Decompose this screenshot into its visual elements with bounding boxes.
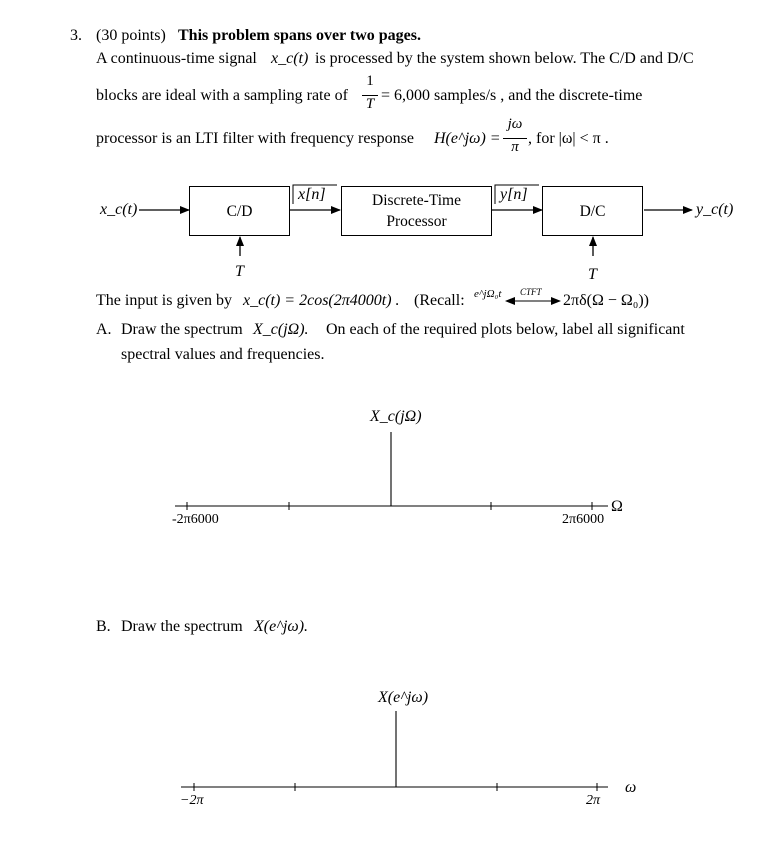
- part-b-label: B.: [96, 618, 111, 635]
- dt-block-label-1: Discrete-Time: [372, 192, 461, 209]
- recall-exponential: e^jΩ₀t: [474, 288, 502, 300]
- problem-heading: This problem spans over two pages.: [178, 27, 421, 44]
- dt-processor-block: [341, 186, 492, 236]
- cd-block: [189, 186, 290, 236]
- part-a-text-3: spectral values and frequencies.: [121, 346, 325, 363]
- input-text-a: The input is given by: [96, 292, 232, 309]
- sampling-period-left: T: [235, 263, 244, 280]
- plot-a-xmax-label: 2π6000: [562, 512, 605, 527]
- plot-a-xmin-label: -2π6000: [172, 512, 219, 527]
- problem-points: (30 points): [96, 27, 166, 44]
- part-b-text: Draw the spectrum: [121, 618, 243, 635]
- intro-line-1-a: A continuous-time signal: [96, 50, 257, 67]
- part-a-text-1: Draw the spectrum: [121, 321, 243, 338]
- part-b-symbol: X(e^jω).: [254, 618, 309, 635]
- part-a-text-2: On each of the required plots below, label all significant: [326, 321, 685, 338]
- dc-block-label: D/C: [579, 202, 606, 220]
- part-a-label: A.: [96, 321, 112, 338]
- intro-line-1-b: is processed by the system shown below. The C/D and D/C: [315, 50, 694, 67]
- intro-line-2-a: blocks are ideal with a sampling rate of: [96, 87, 348, 104]
- recall-label: (Recall:: [414, 292, 465, 309]
- intro-line-3-a: processor is an LTI filter with frequency response: [96, 130, 414, 147]
- part-a-symbol: X_c(jΩ).: [253, 321, 309, 338]
- plot-a-title: X_c(jΩ): [370, 408, 422, 425]
- yn-label: y[n]: [500, 186, 528, 203]
- rate-frac-num: 1: [366, 73, 374, 89]
- input-signal-expr: x_c(t) = 2cos(2π4000t) .: [243, 292, 400, 309]
- dc-block: [542, 186, 643, 236]
- rate-frac-den: T: [365, 96, 375, 112]
- plot-b-xmax-label: 2π: [586, 793, 601, 808]
- freq-response-h: H(e^jω) =: [434, 130, 501, 147]
- intro-line-1-signal: x_c(t): [271, 50, 309, 67]
- recall-result: 2πδ(Ω − Ω₀)): [563, 292, 649, 309]
- plot-b-title: X(e^jω): [378, 689, 429, 706]
- cd-block-label: C/D: [226, 202, 253, 220]
- freq-frac-den: π: [511, 139, 519, 155]
- plot-b-axis-label: ω: [625, 779, 637, 796]
- sampling-period-right: T: [588, 266, 597, 283]
- ctft-label: CTFT: [520, 287, 542, 297]
- xn-label: x[n]: [298, 186, 326, 203]
- plot-b-xmin-label: −2π: [180, 793, 204, 808]
- intro-line-3-b: , for |ω| < π .: [528, 130, 609, 147]
- freq-frac-num: jω: [507, 116, 523, 132]
- output-signal-label: y_c(t): [696, 201, 734, 218]
- input-signal-label: x_c(t): [100, 201, 138, 218]
- plot-a-axis-label: Ω: [611, 498, 623, 515]
- dt-block-label-2: Processor: [386, 213, 447, 230]
- problem-number: 3.: [70, 27, 82, 44]
- intro-line-2-b: = 6,000 samples/s , and the discrete-time: [381, 87, 643, 104]
